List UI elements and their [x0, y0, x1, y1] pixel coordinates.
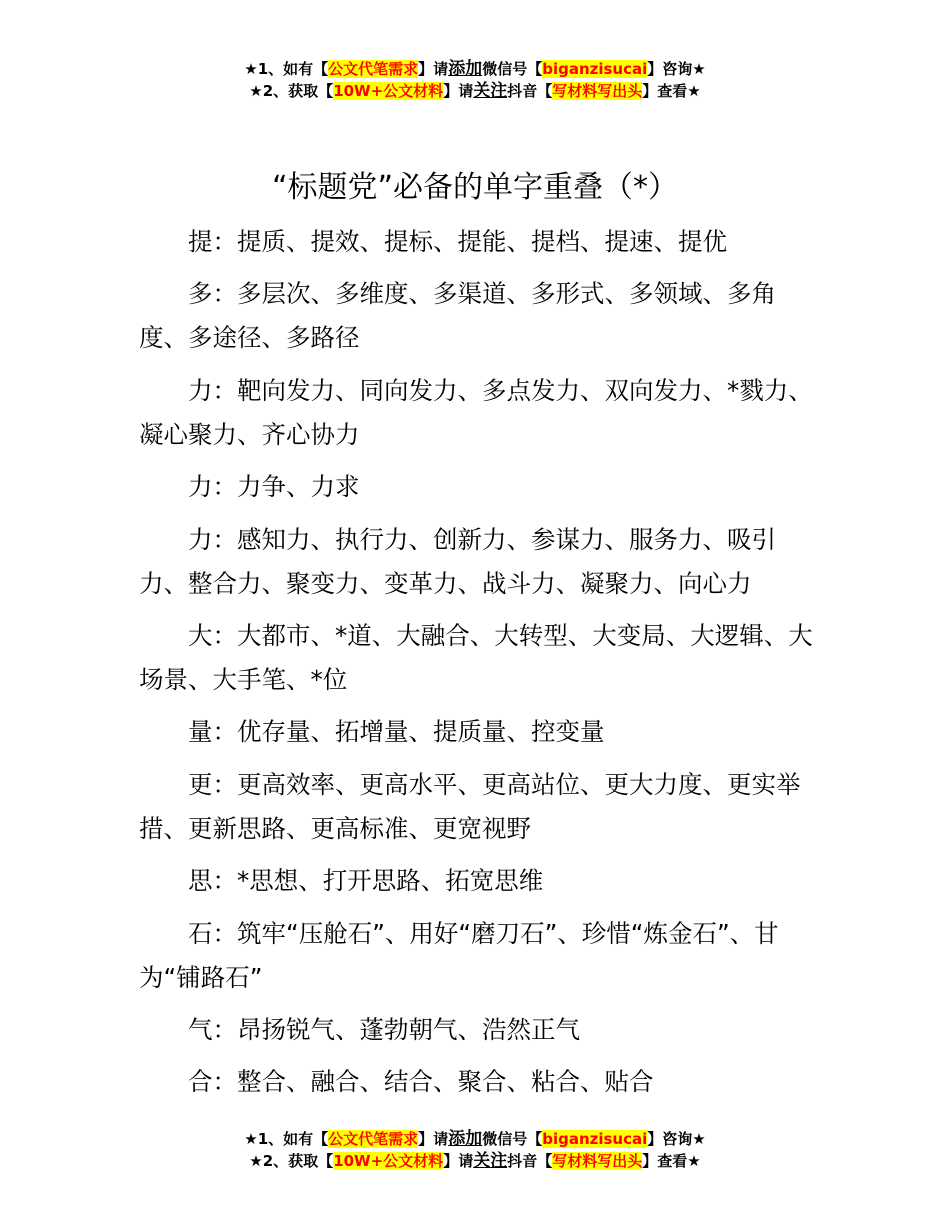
- star-icon: ★: [244, 1130, 258, 1148]
- banner-text: 】请: [418, 1130, 449, 1148]
- banner-text: 抖音【: [507, 1152, 553, 1170]
- banner-text: 】请: [418, 60, 449, 78]
- highlight-wechat-id: biganzisucai: [542, 60, 648, 78]
- highlight-materials: 10W+公文材料: [333, 82, 444, 100]
- banner-text: 1、如有【: [257, 1130, 329, 1148]
- emphasis-add: 添加: [448, 1129, 483, 1149]
- paragraph: 合：整合、融合、结合、聚合、粘合、贴合: [188, 1067, 654, 1097]
- paragraph: 思：*思想、打开思路、拓宽思维: [188, 866, 544, 896]
- paragraph: 量：优存量、拓增量、提质量、控变量: [188, 717, 605, 747]
- highlight-wechat-id: biganzisucai: [542, 1130, 648, 1148]
- header-banner: [0, 58, 950, 102]
- banner-text: 】咨询: [647, 60, 693, 78]
- banner-text: 抖音【: [507, 82, 553, 100]
- emphasis-follow: 关注: [473, 81, 508, 101]
- star-icon: ★: [244, 60, 258, 78]
- banner-text: 】请: [443, 82, 474, 100]
- paragraph: 石：筑牢“压舱石”、用好“磨刀石”、珍惜“炼金石”、甘为“铺路石”: [139, 918, 779, 992]
- star-icon: ★: [692, 60, 706, 78]
- star-icon: ★: [249, 1152, 263, 1170]
- banner-text: 1、如有【: [257, 60, 329, 78]
- banner-line-2: [0, 1150, 950, 1172]
- footer-banner: [0, 1128, 950, 1172]
- highlight-service: 公文代笔需求: [328, 1130, 419, 1148]
- paragraph: 提：提质、提效、提标、提能、提档、提速、提优: [188, 227, 727, 256]
- paragraph: 更：更高效率、更高水平、更高站位、更大力度、更实举措、更新思路、更高标准、更宽视野: [139, 769, 801, 843]
- star-icon: ★: [687, 1152, 701, 1170]
- paragraph: 力：靶向发力、同向发力、多点发力、双向发力、*戮力、凝心聚力、齐心协力: [139, 375, 813, 449]
- emphasis-add: 添加: [448, 59, 483, 79]
- banner-line-2: [0, 80, 950, 102]
- star-icon: ★: [249, 82, 263, 100]
- highlight-douyin-account: 写材料写出头: [552, 82, 643, 100]
- paragraph: 气：昂扬锐气、蓬勃朝气、浩然正气: [188, 1014, 580, 1044]
- highlight-douyin-account: 写材料写出头: [552, 1152, 643, 1170]
- banner-text: 微信号【: [482, 1130, 543, 1148]
- paragraph: 多：多层次、多维度、多渠道、多形式、多领域、多角度、多途径、多路径: [139, 279, 776, 353]
- emphasis-follow: 关注: [473, 1151, 508, 1171]
- highlight-materials: 10W+公文材料: [333, 1152, 444, 1170]
- banner-line-1: [0, 58, 950, 80]
- document-title: “标题党”必备的单字重叠（*）: [271, 170, 679, 205]
- paragraph: 大：大都市、*道、大融合、大转型、大变局、大逻辑、大场景、大手笔、*位: [139, 620, 813, 694]
- star-icon: ★: [692, 1130, 706, 1148]
- banner-text: 】咨询: [647, 1130, 693, 1148]
- banner-text: 】查看: [642, 82, 688, 100]
- paragraph: 力：感知力、执行力、创新力、参谋力、服务力、吸引力、整合力、聚变力、变革力、战斗力、凝聚力、向心力: [139, 524, 776, 598]
- banner-text: 2、获取【: [262, 1152, 334, 1170]
- highlight-service: 公文代笔需求: [328, 60, 419, 78]
- banner-text: 】查看: [642, 1152, 688, 1170]
- paragraph: 力：力争、力求: [188, 472, 360, 502]
- banner-text: 2、获取【: [262, 82, 334, 100]
- banner-text: 】请: [443, 1152, 474, 1170]
- document-body: [139, 220, 815, 1113]
- banner-line-1: [0, 1128, 950, 1150]
- star-icon: ★: [687, 82, 701, 100]
- banner-text: 微信号【: [482, 60, 543, 78]
